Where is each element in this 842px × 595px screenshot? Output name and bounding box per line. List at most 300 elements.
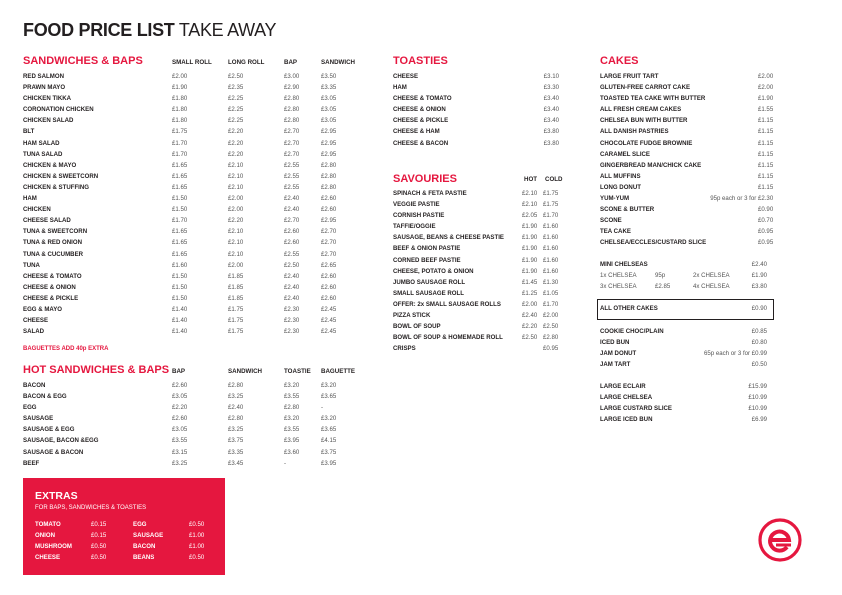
item-price: £3.75 <box>321 448 337 456</box>
extra-price: £1.00 <box>189 532 205 539</box>
item-name: SAUSAGE & EGG <box>23 426 75 434</box>
item-name: JAM DONUT <box>600 350 637 358</box>
item-price: £2.55 <box>284 250 300 258</box>
item-price: £3.80 <box>543 128 559 136</box>
item-price: £1.60 <box>543 245 559 253</box>
item-name: 4x CHELSEA <box>693 283 730 291</box>
menu-row <box>393 188 563 199</box>
menu-row <box>23 204 357 215</box>
toasties-heading: TOASTIES <box>393 55 448 67</box>
item-price: £2.55 <box>284 183 300 191</box>
item-price: £1.90 <box>522 223 538 231</box>
item-price: £3.40 <box>543 95 559 103</box>
item-price: £2.50 <box>522 334 538 342</box>
item-price: £2.45 <box>321 328 337 336</box>
item-price: £1.30 <box>543 278 559 286</box>
item-name: TAFFIE/OGGIE <box>393 223 436 231</box>
hot-table <box>23 380 357 469</box>
item-name: GINGERBREAD MAN/CHICK CAKE <box>600 161 702 169</box>
item-price: £0.95 <box>757 228 774 236</box>
item-name: HAM <box>23 195 37 203</box>
item-name: ALL MUFFINS <box>600 172 641 180</box>
toasties-table <box>393 71 559 149</box>
item-price: £4.15 <box>321 437 337 445</box>
item-price: £2.60 <box>321 272 337 280</box>
item-price: £2.70 <box>321 239 337 247</box>
menu-row <box>23 293 357 304</box>
item-price: £15.99 <box>748 383 767 390</box>
item-price: £1.50 <box>172 283 188 291</box>
menu-row <box>23 304 357 315</box>
large-cakes-table <box>600 381 767 425</box>
item-price: £2.20 <box>228 139 244 147</box>
item-price: £2.25 <box>228 106 244 114</box>
item-name: CORNED BEEF PASTIE <box>393 256 461 264</box>
item-price: 95p each or 3 for £2.30 <box>710 195 774 203</box>
item-name: SCONE & BUTTER <box>600 206 655 214</box>
item-price: £1.90 <box>522 256 538 264</box>
menu-row <box>23 226 357 237</box>
cakes-table-2 <box>600 326 767 370</box>
item-name: TUNA & CUCUMBER <box>23 250 84 258</box>
item-price: 65p each or 3 for £0.99 <box>703 350 767 358</box>
item-price: £3.00 <box>284 73 300 80</box>
item-price: £1.90 <box>522 234 538 242</box>
item-price: £3.40 <box>543 106 559 114</box>
item-price: £3.55 <box>284 426 300 434</box>
menu-row <box>600 215 773 226</box>
item-name: CHEESE & PICKLE <box>393 117 449 125</box>
item-price: £1.75 <box>228 305 244 313</box>
item-name: COOKIE CHOC/PLAIN <box>600 328 664 335</box>
item-price: £2.50 <box>543 323 559 331</box>
item-price: £3.65 <box>321 393 337 401</box>
item-price: £2.70 <box>321 250 337 258</box>
item-price: £2.55 <box>284 161 300 169</box>
item-price: £3.20 <box>284 415 300 423</box>
extras-row <box>35 530 211 541</box>
item-name: SCONE <box>600 217 622 225</box>
item-price: £3.15 <box>172 448 188 456</box>
extra-name: BEANS <box>133 554 155 561</box>
menu-row <box>393 221 563 232</box>
item-price: £2.90 <box>284 84 300 92</box>
menu-row <box>23 249 357 260</box>
item-price: £1.75 <box>228 317 244 325</box>
mini-chelseas-table <box>600 259 767 292</box>
item-name: TOASTED TEA CAKE WITH BUTTER <box>600 95 706 103</box>
menu-row <box>393 71 559 82</box>
item-price: £2.60 <box>321 195 337 203</box>
item-price: £1.60 <box>172 261 188 269</box>
item-name: YUM-YUM <box>600 195 630 203</box>
item-price: £1.45 <box>522 278 538 286</box>
item-price: £2.50 <box>284 261 300 269</box>
item-name: LARGE FRUIT TART <box>600 73 659 80</box>
item-price: £1.85 <box>228 283 244 291</box>
menu-row <box>600 182 773 193</box>
item-price: £0.95 <box>757 239 774 247</box>
item-price: £3.20 <box>321 415 337 423</box>
item-price: £2.50 <box>228 73 244 80</box>
item-price: £2.70 <box>284 128 300 136</box>
item-price: £1.90 <box>522 267 538 275</box>
menu-row <box>23 260 357 271</box>
item-price: £0.50 <box>751 361 767 369</box>
item-name: LARGE CHELSEA <box>600 394 653 402</box>
item-price: £1.75 <box>172 128 188 136</box>
item-price: £3.80 <box>751 283 767 291</box>
item-name: CARAMEL SLICE <box>600 150 650 158</box>
item-name: CHOCOLATE FUDGE BROWNIE <box>600 139 693 147</box>
item-price: £3.65 <box>321 426 337 434</box>
item-price: £1.25 <box>522 289 538 297</box>
item-price: £1.90 <box>751 272 767 280</box>
extra-price: £0.50 <box>189 554 205 561</box>
item-price: £1.65 <box>172 239 188 247</box>
item-name: VEGGIE PASTIE <box>393 201 440 209</box>
extra-name: TOMATO <box>35 521 61 528</box>
menu-row <box>393 310 563 321</box>
item-price: £2.60 <box>172 382 188 389</box>
item-price: £1.15 <box>757 139 774 147</box>
item-name: CHICKEN SALAD <box>23 117 74 125</box>
item-price: £3.05 <box>321 106 337 114</box>
item-name: CHEESE <box>23 317 49 325</box>
item-price: £2.45 <box>321 305 337 313</box>
menu-row <box>600 259 767 270</box>
item-name: SAUSAGE, BEANS & CHEESE PASTIE <box>393 234 504 242</box>
item-price: £2.80 <box>228 415 244 423</box>
item-price: £2.40 <box>284 283 300 291</box>
item-price: £1.70 <box>172 139 188 147</box>
item-price: £2.00 <box>172 73 188 80</box>
menu-row <box>600 93 773 104</box>
item-price: £1.90 <box>522 245 538 253</box>
item-price: £1.15 <box>757 117 774 125</box>
menu-row <box>600 348 767 359</box>
menu-row <box>600 392 767 403</box>
item-price: £3.50 <box>321 73 337 80</box>
all-other-cakes-row <box>600 303 767 314</box>
extra-price: £0.15 <box>91 521 107 528</box>
item-price: £2.55 <box>284 172 300 180</box>
item-price: £2.00 <box>757 84 774 92</box>
menu-row <box>393 232 563 243</box>
item-price: £1.75 <box>543 190 559 197</box>
item-price: £1.60 <box>543 267 559 275</box>
extra-price: £0.15 <box>91 532 107 539</box>
item-price: £2.70 <box>284 150 300 158</box>
item-price <box>522 343 543 354</box>
item-price: £2.25 <box>228 117 244 125</box>
item-price: £2.40 <box>284 272 300 280</box>
item-price: £2.85 <box>655 283 671 291</box>
menu-row <box>600 171 773 182</box>
item-price: £0.80 <box>751 339 767 347</box>
savouries-heading: SAVOURIES <box>393 173 457 185</box>
cakes-heading: CAKES <box>600 55 639 67</box>
item-name: CHICKEN & STUFFING <box>23 183 90 191</box>
page-title <box>23 20 276 41</box>
menu-row <box>600 326 767 337</box>
extras-subtitle: FOR BAPS, SANDWICHES & TOASTIES <box>35 505 147 511</box>
item-name: CHEESE & PICKLE <box>23 294 79 302</box>
item-name: CORONATION CHICKEN <box>23 106 94 114</box>
item-name: TUNA SALAD <box>23 150 63 158</box>
menu-row <box>23 391 357 402</box>
item-name: GLUTEN-FREE CARROT CAKE <box>600 84 691 92</box>
item-price: £0.70 <box>757 217 774 225</box>
menu-row <box>23 326 357 337</box>
item-name: CHICKEN TIKKA <box>23 95 72 103</box>
item-price: £2.00 <box>522 300 538 308</box>
item-name: JUMBO SAUSAGE ROLL <box>393 278 466 286</box>
menu-row <box>23 402 357 413</box>
item-name: CHEESE & TOMATO <box>23 272 82 280</box>
item-name: CHEESE & BACON <box>393 139 449 147</box>
item-price: £2.95 <box>321 139 337 147</box>
menu-row <box>600 337 767 348</box>
item-name: BEEF <box>23 459 40 467</box>
col-hot-toastie: TOASTIE <box>284 368 311 375</box>
item-price: £2.60 <box>321 294 337 302</box>
menu-row <box>23 104 357 115</box>
item-name: 1x CHELSEA <box>600 272 637 280</box>
item-name: CHELSEA/ECCLES/CUSTARD SLICE <box>600 239 707 247</box>
sandwiches-heading: SANDWICHES & BAPS <box>23 55 143 67</box>
menu-row <box>23 413 357 424</box>
item-price: £2.45 <box>321 317 337 325</box>
item-price: £2.35 <box>228 84 244 92</box>
menu-row <box>23 447 357 458</box>
col-hot-sandwich: SANDWICH <box>228 368 263 375</box>
item-price: £1.15 <box>757 161 774 169</box>
extras-row <box>35 541 211 552</box>
menu-row <box>393 288 563 299</box>
item-name: TUNA & RED ONION <box>23 239 83 247</box>
item-price: £1.90 <box>757 95 774 103</box>
menu-row <box>23 126 357 137</box>
item-name: SAUSAGE <box>23 415 54 423</box>
item-price: £2.40 <box>284 195 300 203</box>
item-price: £3.35 <box>321 84 337 92</box>
item-price: £2.10 <box>228 228 244 236</box>
item-name: LARGE ICED BUN <box>600 416 653 424</box>
item-price: £3.05 <box>172 393 188 401</box>
item-name: SALAD <box>23 328 44 336</box>
item-name: CHEESE <box>393 73 419 80</box>
item-price: £2.00 <box>228 261 244 269</box>
item-name: BACON & EGG <box>23 393 67 401</box>
menu-row <box>600 149 773 160</box>
item-price: £0.90 <box>751 305 767 312</box>
menu-row <box>600 160 773 171</box>
item-price: £2.95 <box>321 217 337 225</box>
menu-row <box>600 138 773 149</box>
item-price: £2.80 <box>321 183 337 191</box>
item-price: £2.80 <box>543 334 559 342</box>
menu-row <box>393 126 559 137</box>
extras-row <box>35 552 211 563</box>
extra-name: BACON <box>133 543 156 550</box>
item-name: HAM <box>393 84 407 92</box>
item-name: SMALL SAUSAGE ROLL <box>393 289 464 297</box>
item-name: BLT <box>23 128 35 136</box>
item-name: ALL DANISH PASTRIES <box>600 128 669 136</box>
menu-row <box>23 171 357 182</box>
title-light: TAKE AWAY <box>178 20 277 40</box>
menu-row <box>600 82 773 93</box>
item-price: £6.99 <box>751 416 767 424</box>
item-name: MINI CHELSEAS <box>600 261 648 268</box>
extra-price: £0.50 <box>189 521 205 528</box>
item-price: £2.60 <box>321 206 337 214</box>
item-name: BEEF & ONION PASTIE <box>393 245 461 253</box>
item-price: £3.05 <box>321 95 337 103</box>
item-price: £1.50 <box>172 195 188 203</box>
item-name: PRAWN MAYO <box>23 84 66 92</box>
menu-row <box>23 160 357 171</box>
item-price: £3.60 <box>284 448 300 456</box>
extra-name: EGG <box>133 521 147 528</box>
item-price: £3.95 <box>284 437 300 445</box>
menu-row <box>23 458 357 469</box>
extra-price: £0.50 <box>91 554 107 561</box>
item-name: CHEESE, POTATO & ONION <box>393 267 474 275</box>
menu-row <box>23 424 357 435</box>
item-name: CRISPS <box>393 345 416 353</box>
item-price: £3.25 <box>172 459 188 467</box>
item-price: £1.75 <box>543 201 559 209</box>
item-name: SAUSAGE & BACON <box>23 448 84 456</box>
e-brand-logo-icon <box>757 517 803 563</box>
col-hot-baguette: BAGUETTE <box>321 368 356 375</box>
item-price: £1.15 <box>757 150 774 158</box>
menu-row <box>600 359 767 370</box>
item-price: £2.20 <box>228 128 244 136</box>
menu-row <box>393 255 563 266</box>
item-price: £3.35 <box>228 448 244 456</box>
item-price: £3.55 <box>284 393 300 401</box>
menu-row <box>600 381 767 392</box>
item-price: £1.60 <box>543 256 559 264</box>
item-price: £2.30 <box>284 317 300 325</box>
menu-row <box>23 138 357 149</box>
menu-row <box>23 237 357 248</box>
menu-row <box>393 343 563 354</box>
menu-row <box>23 271 357 282</box>
menu-row <box>23 149 357 160</box>
col-hot-bap: BAP <box>172 368 186 375</box>
item-name: ALL OTHER CAKES <box>600 305 658 312</box>
item-price: £0.90 <box>757 206 774 214</box>
item-price: £10.99 <box>748 405 767 413</box>
item-price: £2.10 <box>228 161 244 169</box>
item-price: £2.80 <box>284 106 300 114</box>
menu-row <box>393 199 563 210</box>
item-price: £2.60 <box>284 228 300 236</box>
item-price: £1.15 <box>757 172 774 180</box>
menu-row <box>23 182 357 193</box>
item-price: £1.15 <box>757 183 774 191</box>
item-price: £3.80 <box>543 139 559 147</box>
item-price: £3.45 <box>228 459 244 467</box>
item-name: CHICKEN <box>23 206 51 214</box>
menu-row <box>393 277 563 288</box>
item-price: £2.80 <box>321 161 337 169</box>
item-name: CHICKEN & SWEETCORN <box>23 172 99 180</box>
menu-row <box>600 281 767 292</box>
item-price: £3.20 <box>284 382 300 389</box>
col-hot: HOT <box>524 176 538 183</box>
extra-name: SAUSAGE <box>133 532 164 539</box>
item-price: £2.10 <box>522 201 538 209</box>
item-price: £2.10 <box>522 190 538 197</box>
item-price: £3.40 <box>543 117 559 125</box>
item-name: BOWL OF SOUP <box>393 323 441 331</box>
item-price: £3.95 <box>321 459 337 467</box>
item-price: £2.00 <box>543 312 559 320</box>
item-price: £3.75 <box>228 437 244 445</box>
menu-row <box>600 303 767 314</box>
menu-row <box>600 193 773 204</box>
menu-row <box>23 380 357 391</box>
item-price: £1.70 <box>172 217 188 225</box>
item-price: £2.70 <box>321 228 337 236</box>
item-price: £0.95 <box>543 345 559 353</box>
menu-row <box>600 71 773 82</box>
extra-price: £0.50 <box>91 543 107 550</box>
item-price: - <box>284 459 287 467</box>
item-price: £10.99 <box>748 394 767 402</box>
item-name: SAUSAGE, BACON &EGG <box>23 437 99 445</box>
item-name: CHEESE & HAM <box>393 128 440 136</box>
item-price: £1.80 <box>172 95 188 103</box>
item-name: 3x CHELSEA <box>600 283 637 291</box>
menu-row <box>600 237 773 248</box>
item-price: £1.90 <box>172 84 188 92</box>
item-price: £2.40 <box>284 206 300 214</box>
item-price: £2.80 <box>321 172 337 180</box>
extra-name: ONION <box>35 532 55 539</box>
item-name: BOWL OF SOUP & HOMEMADE ROLL <box>393 334 503 342</box>
col-cold: COLD <box>545 176 563 183</box>
menu-row <box>393 266 563 277</box>
item-name: CHEESE & TOMATO <box>393 95 452 103</box>
col-sandwich: SANDWICH <box>321 59 356 66</box>
menu-row <box>393 332 563 343</box>
item-name: EGG & MAYO <box>23 305 63 313</box>
item-price: £0.85 <box>751 328 767 335</box>
item-price: £1.50 <box>172 294 188 302</box>
item-price: £1.85 <box>228 294 244 302</box>
item-price: £2.80 <box>284 95 300 103</box>
item-price: £2.10 <box>228 183 244 191</box>
menu-row <box>23 115 357 126</box>
item-price: 95p <box>655 272 666 280</box>
item-name: CHELSEA BUN WITH BUTTER <box>600 117 688 125</box>
item-price: £2.80 <box>228 382 244 389</box>
item-price: £2.00 <box>228 195 244 203</box>
item-price: £2.10 <box>228 239 244 247</box>
item-name: CHEESE & ONION <box>393 106 446 114</box>
item-price: £2.60 <box>284 239 300 247</box>
col-small-roll: SMALL ROLL <box>172 59 212 66</box>
item-name: TUNA <box>23 261 40 269</box>
item-name: CHEESE & ONION <box>23 283 76 291</box>
menu-row <box>600 226 773 237</box>
